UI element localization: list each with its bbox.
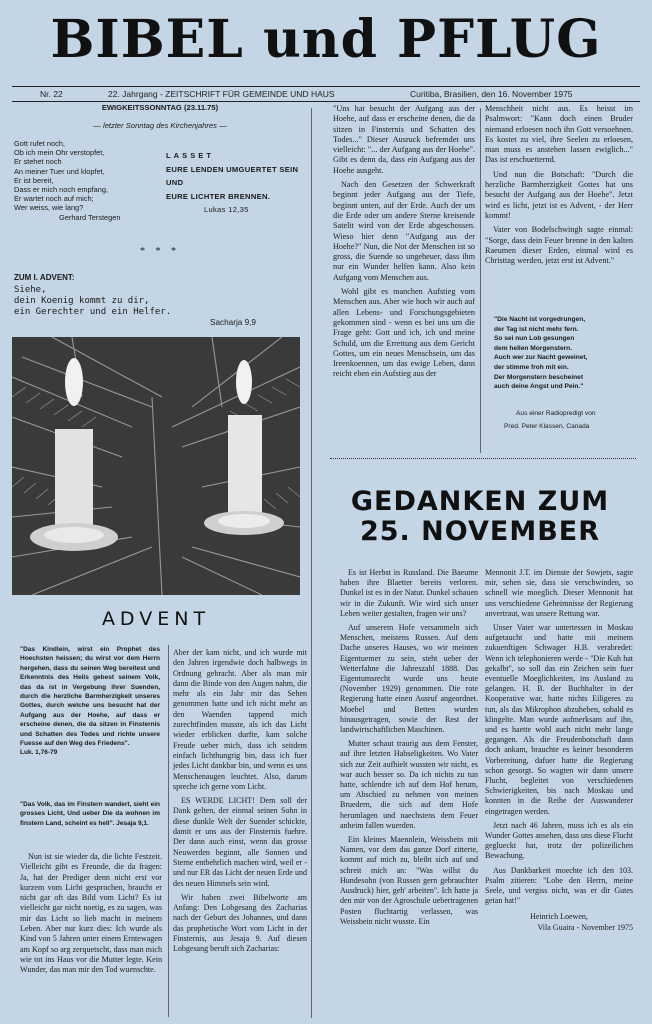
poem-line: Er stehet noch	[14, 157, 62, 167]
poem-line: der stimme froh mit ein.	[494, 363, 569, 371]
section-stars: * * *	[140, 246, 180, 257]
poem-line: der Tag ist nicht mehr fern.	[494, 325, 579, 333]
quote-text: "Das Kindlein, wirst ein Prophet des Hoechsten heissen; du wirst vor dem Herrn hergehen, dass du seinen Weg bereitest und Erkenntnis des Heils gebest seinem Volk, das da ist in Vergebung ihrer Suenden, durch die herzliche Barmherzigkeit unseres Gottes, durch welche uns besucht hat der Aufgang aus der Hoehe, auf dass er erscheine denen, die da sitzen in Finsternis und Schatten des Todes und richte unsere Fuesse auf den Weg des Friedens".	[20, 646, 160, 748]
column-divider	[311, 108, 312, 1018]
signature-place: Vila Guaira - November 1975	[537, 922, 633, 932]
advent1-verse	[14, 285, 304, 319]
body-paragraph: ES WERDE LICHT! Dem soll der Dank gelten, der einmal seinen Sohn in diese dunkle Welt der Suender schickte, damit er uns aus der Finsternis fuehre. Der dann auch einst, wenn das grosse Neuwerden beginnt, alle Sonnen und Sterne entbehrlich machen wird, weil er - und nur ER das Licht der neuen Erde und des neuen Himmels sein wird.	[173, 796, 307, 888]
poem-nacht	[494, 315, 634, 392]
poem-line: Dass er mich noch empfang,	[14, 185, 109, 195]
verse-lukas	[166, 149, 306, 217]
verse-line: LASSET	[166, 151, 214, 160]
quote-zacharias	[20, 645, 160, 758]
source-line: Aus einer Radiopredigt von	[516, 410, 596, 417]
candles-illustration	[12, 337, 300, 595]
verse-reference: Lukas 12,35	[204, 205, 249, 214]
masthead-rule-top	[12, 86, 640, 87]
poem-line: Ob ich mein Ohr verstopfet,	[14, 148, 105, 158]
masthead-title: BIBEL und PFLUG	[50, 9, 602, 70]
radio-sermon-credit	[504, 407, 634, 433]
author-line: Pred. Peter Klassen, Canada	[504, 423, 590, 430]
advent1-heading: ZUM I. ADVENT:	[14, 273, 75, 282]
masthead-rule-bottom	[12, 101, 640, 102]
body-paragraph: Menschheit nicht aus. Es heisst im Psalmwort: "Kann doch einen Bruder niemand erloesen noch ihn Gott versoehnen. Es kostet zu viel, ihre Seelen zu erloesen, man muss es anstehen lassen ewiglich..." Das ist erschuetternd.	[485, 104, 633, 165]
verse-line: EURE LICHTER BRENNEN.	[166, 191, 271, 201]
signature-block	[485, 911, 633, 933]
advent-heading: ADVENT	[101, 608, 211, 630]
body-paragraph: Mutter schaut traurig aus dem Fenster, auf ihre letzten Habseligkeiten. Wo Vater sich zur Zeit aufhielt wussten wir nicht, es war auch besser so. Da ich nichts zu tun hatte, schlendre ich auf dem Hof herum, um Abschied zu nehmen von meinen Bruedern, die sich auf dem Hofe herumlagen und naechstens dem Feuer anheim fallen wuerden.	[340, 739, 478, 830]
poem-line: dem hellen Morgenstern.	[494, 344, 573, 352]
verse-line: UND	[166, 178, 184, 187]
quote-reference: Luk. 1,76-79	[20, 749, 58, 757]
poem-line: Auch wer zur Nacht geweinet,	[494, 354, 588, 362]
gedanken-title-line: 25. NOVEMBER	[359, 516, 601, 547]
advent1-reference: Sacharja 9,9	[210, 318, 256, 327]
gedanken-col-b	[485, 568, 633, 933]
body-paragraph: Unser Vater war untertessen in Moskau aufgetaucht und hatte mit meinem zukuenftigen Schwager H.B. verabredet: Wenn ich telephonieren werde - "Die Kuh hat gekalbt", so soll das ein Zeichen sein fuer eventuelle Moeglichkeiten, ins Ausland zu gelangen. H. B. der Buchhalter in der Kooperative war, hatte nichts Eiligeres zu tun, als das Mikrophon abzuheben, sobald es klingelte. Man wurde aufmerksam auf ihn, und es haette wohl auch nicht mehr lange gegangen. Als die Freudenbotschaft dann doch ankam, brauchte es keiner besonderen Vorbereitung, dafuer hatte die Regierung schon gesorgt. So wagten wir dann unsere Flucht, begleitet von verschiedenen Schwierigkeiten, bis nach Moskau und konnten in die Reihe der Auswanderer eingetragen werden.	[485, 623, 633, 816]
body-paragraph: Wir haben zwei Bibelworte am Anfang: Den Lobgesang des Zacharias nach der Geburt des Johannes, und dann das prophetische Wort vom Licht in der Finsternis, aus Jesaja 9. Auf diesen Lobgesang beruft sich Zacharias:	[173, 892, 307, 954]
body-paragraph: Ein kleines Maennlein, Weissbein mit Namen, vor dem das ganze Dorf zitterte, kommt auf mich zu, bleibt sich auf und schreit mich an: "Was willst du Hundesohn (von Russen gern gebrauchter Ausdruck) hier, geh' arbeiten". Ich hatte ja den mir von der Agroschule uebertragenen Posten fluchtartig verlassen, was Weissbein nicht wusste. Ein	[340, 835, 478, 926]
column-divider	[168, 645, 169, 1017]
advent1-line: dein Koenig kommt zu dir,	[14, 296, 150, 307]
body-paragraph: "Uns hat besucht der Aufgang aus der Hoehe, auf dass er erscheine denen, die da sitzen in Finsternis und Schatten des Todes..." Dieser Ausruck befremdet uns vielleicht: "... der Aufgang aus der Hoehe". Gibt es denn da, dass ein Aufgang aus der Hoehe ausgeht.	[333, 104, 475, 175]
body-paragraph: Und nun die Botschaft: "Durch die herzliche Barmherzigkeit Gottes hat uns besucht der Aufgang aus der Hoehe". Jetzt wird es licht, jetzt ist es Advent, - der Herr kommt!	[485, 169, 633, 220]
body-paragraph: Vater von Bodelschwingh sagte einmal: "Sorge, dass dein Feuer brenne in den kalten Raeumen dieser Erden, einmal wird es Christtag werden, jetzt erst ist Advent."	[485, 225, 633, 266]
gedanken-title	[330, 487, 630, 547]
body-paragraph: Aus Dankbarkeit moechte ich den 103. Psalm zitieren: "Lobe den Herrn, meine Seele, und vergiss nicht, was er dir Gutes getan hat!"	[485, 865, 633, 906]
body-paragraph: Aber der kam nicht, und ich wurde mit den Jahren irgendwie doch halbwegs in Ordnung gebracht. Aber als man mir dann die Binde von den Augen nahm, die mehr als ein Jahr mir das Sehen genommen hatte und ich nicht mehr an den Waenden tappend mich zurechtfinden musste, als ich das Licht wieder erblicken durfte, kam solche Freude ueber mich, dass ich seitdem einfach lichthungrig bin, dass ich fuer jedes Licht dankbar bin, und wenn es uns Menschenaugen leuchtet. Also, darum spreche ich gerne vom Licht.	[173, 648, 307, 791]
poem-line: Er wartet noch auf mich;	[14, 194, 94, 204]
quote-jesaja: "Das Volk, das im Finstern wandert, sieht ein grosses Licht, Und ueber Die da wohnen im finstern Land, scheint es hell". Jesaja 9,1.	[20, 801, 160, 827]
advent1-line: Siehe,	[14, 285, 47, 295]
poem-line: Gott rufet noch,	[14, 139, 65, 148]
verse-line: EURE LENDEN UMGUERTET SEIN	[166, 164, 299, 174]
body-paragraph: Es ist Herbst in Russland. Die Baeume haben ihre Blaetter bereits verloren. Dunkel ist es in der Natur. Dunkel schauen wir in die Zukunft. Wie wird sich unser Leben weiter gestalten, fragen wir uns?	[340, 568, 478, 618]
advent-body-col4	[485, 104, 633, 270]
column-divider	[480, 108, 481, 453]
body-paragraph: Mennonit J.T. im Dienste der Sowjets, sagte mir, sehen sie, dass sie verschwinden, so schnell wie moeglich. Dieser Mennonit hat uns verschiedene Geheimnisse der Regierung anvertraut, was unsere Rettung war.	[485, 568, 633, 618]
poem-terstegen	[14, 139, 164, 222]
body-paragraph: Jetzt nach 46 Jahren, muss ich es als ein Wunder Gottes ansehen, dass uns diese Flucht geglueckt hat, trotz der polizeilichen Bewachung.	[485, 820, 633, 861]
masthead-place-date: Curitiba, Brasilien, den 16. November 1975	[410, 89, 573, 99]
body-paragraph: Wohl gibt es manchen Aufstieg vom Menschen aus. Aber wie hoch wir auch auf allen Lebens- und Forschungsgebieten gekommen sind - wenn es bei uns um die Frage geht: Gott und ich, ich und meine Schuld, um die Errettung aus dem Gericht Gottes, um ein neues Menschsein, um das Ireenkoennen, um das ewige Leben, dann reicht eben ein Aufstieg aus der	[333, 287, 475, 379]
issue-number: Nr. 22	[40, 89, 63, 99]
poem-line: So sei nun Lob gesungen	[494, 335, 575, 343]
poem-line: An meiner Tuer und klopfet,	[14, 166, 105, 176]
advent-body-col2	[173, 648, 307, 959]
masthead-subtitle: 22. Jahrgang - ZEITSCHRIFT FÜR GEMEINDE UND HAUS	[108, 89, 335, 99]
poem-line: Wer weiss, wie lang?	[14, 203, 84, 213]
poem-line: "Die Nacht ist vorgedrungen,	[494, 316, 586, 323]
body-paragraph: Nun ist sie wieder da, die lichte Festzeit. Vielleicht gibt es Freunde, die da fragen: Ja, hat der Prediger denn nicht erst vor kurzem vom Licht gesprochen, braucht er nicht gar oft das Bild vom Licht? Es ist vielleicht gar nicht noetig, es zu sagen, was mir das Licht so lieb macht in meinem Leben. Aber nur kurz dies: Ich wurde als Kind von 5 Jahren unter einem Erntewagen am Kopf so arg zerquetscht, dass man mich wie tot ins Haus vor die Mutter legte. Kein Wunder, das man mir den Tod wuenschte.	[20, 852, 162, 975]
poem-line: auch deine Angst und Pein."	[494, 383, 584, 391]
body-paragraph: Auf unserem Hofe versammeln sich Menschen, meistens Russen. Auf dem Dache unseres Hauses, wo wir meinten Eigentuemer zu sein, steht ueber der Wetterfahne die Jahreszahl 1888. Das Eigentumsrecht wurde uns heute (November 1929) genommen. Die rote Regierung hatte einen Ausruf angeordnet. Moebel und Betten wurden hinausgetragen, sowie der Rest der landwirtschaftlichen Maschinen.	[340, 623, 478, 735]
advent-body-col1	[20, 852, 162, 980]
poem-line: Er ist bereit,	[14, 175, 54, 185]
gedanken-title-line: GEDANKEN ZUM	[350, 486, 610, 517]
advent1-line: ein Gerechter und ein Helfer.	[14, 307, 172, 318]
poem-line: Der Morgenstern bescheinet	[494, 373, 584, 381]
candles-photo	[12, 337, 300, 595]
advent-body-col3	[333, 104, 475, 384]
signature-name: Heinrich Loewen,	[530, 911, 588, 921]
poem-author: Gerhard Terstegen	[59, 212, 121, 222]
gedanken-col-a	[340, 568, 478, 931]
body-paragraph: Nach den Gesetzen der Schwerkraft beginnt jeder Aufgang aus der Tiefe, beginnt unten, auf der Erde. Auch der um die Erde oder um andere Sterne kreisende Satelit wird von der Erde abgeschossen. Wieso hier denn "Aufgang aus der Hoehe?" Nun, die Not der Menschen ist so gross, die Suende so ungeheuer, dass ihm nur ein Wunder helfen kann. Also kein Aufgang vom Menschen aus.	[333, 180, 475, 282]
church-year-note: — letzter Sonntag des Kirchenjahres —	[93, 121, 227, 130]
sunday-heading: EWIGKEITSSONNTAG (23.11.75)	[101, 103, 219, 112]
section-separator	[330, 458, 636, 459]
